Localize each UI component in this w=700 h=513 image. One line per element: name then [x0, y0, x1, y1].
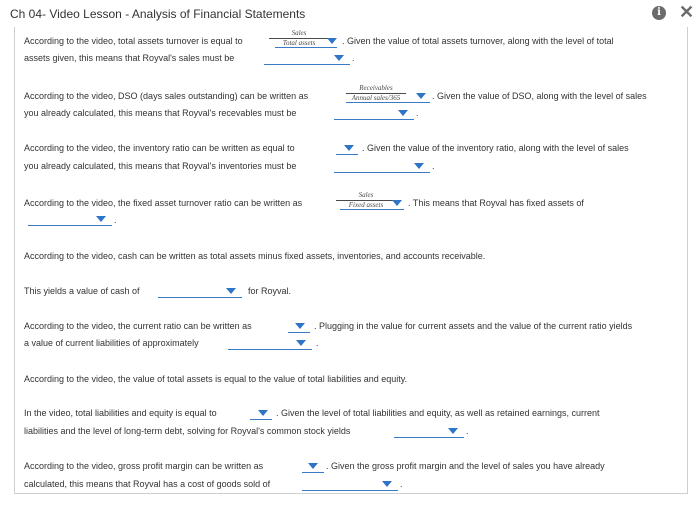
q1-formula-dropdown[interactable]: [275, 36, 337, 48]
q9-text-a: In the video, total liabilities and equity is equal to: [24, 408, 217, 418]
q2-formula-num: Receivables: [359, 84, 393, 92]
q9-text-b: . Given the level of total liabilities and equity, as well as retained earnings, current: [276, 408, 600, 418]
q4-formula-den: Fixed assets: [336, 200, 396, 210]
q3-inventories-dropdown[interactable]: [334, 161, 430, 173]
q10-cogs-dropdown[interactable]: [302, 479, 398, 491]
info-icon[interactable]: i: [652, 6, 666, 20]
q2-receivables-dropdown[interactable]: [334, 108, 414, 120]
q1-text-a: According to the video, total assets turnover is equal to: [24, 36, 243, 46]
q6-text-b: for Royval.: [248, 286, 292, 296]
q9-formula-dropdown[interactable]: [250, 408, 272, 420]
q7-formula-dropdown[interactable]: [288, 321, 310, 333]
caret-down-icon: [392, 200, 402, 206]
q2-text-a: According to the video, DSO (days sales outstanding) can be written as: [24, 91, 309, 101]
q10-formula-dropdown[interactable]: [302, 461, 324, 473]
q2-text-b: . Given the value of DSO, along with the level of sales: [432, 91, 647, 101]
caret-down-icon: [416, 93, 426, 99]
q8-text: According to the video, the value of total assets is equal to the value of total liabilities and equity.: [24, 374, 408, 384]
q6-cash-dropdown[interactable]: [158, 286, 242, 298]
q3-text-d: .: [432, 161, 435, 171]
q3-formula-dropdown[interactable]: [336, 143, 358, 155]
q1-formula-num: Sales: [291, 29, 307, 37]
q1-text-b: . Given the value of total assets turnover, along with the level of total: [342, 36, 614, 46]
caret-down-icon: [448, 428, 458, 434]
title-bar: [0, 0, 700, 28]
caret-down-icon: [258, 410, 268, 416]
q9-text-d: .: [466, 426, 469, 436]
caret-down-icon: [334, 55, 344, 61]
q3-text-a: According to the video, the inventory ratio can be written as equal to: [24, 143, 295, 153]
window-title: Ch 04- Video Lesson - Analysis of Financial Statements: [10, 7, 306, 21]
q4-text-b: . This means that Royval has fixed assets of: [408, 198, 584, 208]
q4-formula-num: Sales: [358, 191, 374, 199]
q6-text-a: This yields a value of cash of: [24, 286, 140, 296]
caret-down-icon: [296, 340, 306, 346]
caret-down-icon: [327, 38, 337, 44]
q7-text-b: . Plugging in the value for current assets and the value of the current ratio yields: [314, 321, 633, 331]
q10-text-c: calculated, this means that Royval has a cost of goods sold of: [24, 479, 271, 489]
q7-text-d: .: [316, 338, 319, 348]
q7-text-a: According to the video, the current ratio can be written as: [24, 321, 252, 331]
q7-liabilities-dropdown[interactable]: [228, 338, 312, 350]
q1-text-d: .: [352, 53, 355, 63]
caret-down-icon: [398, 110, 408, 116]
caret-down-icon: [226, 288, 236, 294]
q4-formula-dropdown[interactable]: [340, 198, 404, 210]
caret-down-icon: [382, 481, 392, 487]
close-icon[interactable]: ✕: [679, 2, 695, 22]
q1-text-c: assets given, this means that Royval's sales must be: [24, 53, 235, 63]
q3-text-c: you already calculated, this means that Royval's inventories must be: [24, 161, 297, 171]
q4-text-a: According to the video, the fixed asset turnover ratio can be written as: [24, 198, 303, 208]
q10-text-a: According to the video, gross profit margin can be written as: [24, 461, 264, 471]
q5-text: According to the video, cash can be written as total assets minus fixed assets, inventories, and accounts receivable.: [24, 251, 486, 261]
caret-down-icon: [295, 323, 305, 329]
q9-text-c: liabilities and the level of long-term debt, solving for Royval's common stock yields: [24, 426, 351, 436]
q7-text-c: a value of current liabilities of approximately: [24, 338, 199, 348]
caret-down-icon: [308, 463, 318, 469]
q4-text-d: .: [114, 215, 117, 225]
q10-text-b: . Given the gross profit margin and the level of sales you have already: [326, 461, 605, 471]
q1-formula-den: Total assets: [269, 38, 329, 48]
q2-text-d: .: [416, 108, 419, 118]
caret-down-icon: [96, 216, 106, 222]
q10-text-d: .: [400, 479, 403, 489]
q2-text-c: you already calculated, this means that Royval's recevables must be: [24, 108, 297, 118]
caret-down-icon: [414, 163, 424, 169]
q1-sales-dropdown[interactable]: [264, 53, 350, 65]
q4-fixed-assets-dropdown[interactable]: [28, 214, 112, 226]
q3-text-b: . Given the value of the inventory ratio, along with the level of sales: [362, 143, 629, 153]
q9-common-stock-dropdown[interactable]: [394, 426, 464, 438]
caret-down-icon: [344, 145, 354, 151]
q2-formula-den: Annual sales/365: [346, 93, 406, 103]
q2-formula-dropdown[interactable]: [346, 91, 430, 103]
